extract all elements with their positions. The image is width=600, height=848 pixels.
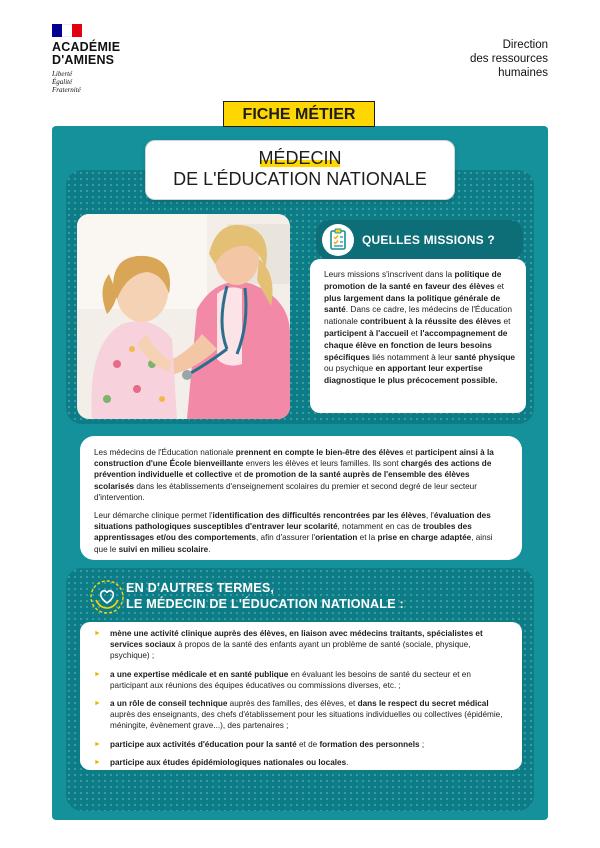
list-item [94,739,508,750]
checklist-clipboard-icon [322,224,354,256]
fiche-metier-badge: FICHE MÉTIER [223,101,375,127]
item-seg: en évaluant les besoins de santé du secteur et en participant aux réunions des équipes éducatives ou commissions diverses, etc. ; [110,669,471,690]
direction-label [470,38,548,80]
logo-line-2: D'AMIENS [52,53,115,67]
item-seg: a un rôle de conseil technique [110,699,228,709]
desc-seg: participent ainsi à la construction d'une École bienveillante [94,448,494,469]
academie-logo [52,24,172,94]
desc-seg: et la [357,533,378,543]
desc-seg: dans les établissements d'enseignement scolaires du premier et second degré de leur secteur d'intervention. [94,481,477,502]
desc-seg: , ainsi que le [94,533,493,554]
missions-seg: en apportant leur expertise diagnostique le plus précocement possible. [324,363,498,386]
missions-seg: l'accompagnement de chaque élève en fonction de leurs besoins spécifiques [324,327,508,362]
desc-seg: et [403,448,416,457]
item-seg: dans le respect du secret médical [357,699,489,709]
item-seg: et de [296,739,320,749]
missions-seg: liés notamment à leur [369,351,455,362]
title-line-1: MÉDECIN [258,148,342,168]
item-seg: formation des personnels [319,739,420,749]
other-terms-title-line-1: EN D'AUTRES TERMES, [126,581,275,595]
description-paragraph-2 [94,510,508,555]
desc-seg: chargés des actions de prévention individuelle et collective [94,459,492,480]
page-title [145,140,455,200]
item-seg: ; [419,739,425,749]
doctor-child-photo [77,214,290,419]
motto-fraternite: Fraternité [52,86,81,94]
missions-seg: participent à l'accueil [324,327,409,338]
title-line-2: DE L'ÉDUCATION NATIONALE [173,169,427,189]
description-paragraph-1 [94,447,508,503]
desc-seg: , afin d'assurer l' [255,533,316,543]
hands-heart-icon [88,578,126,616]
desc-seg: , l' [425,511,434,521]
desc-seg: suivi en milieu scolaire [118,544,209,554]
list-item [94,698,508,732]
item-seg: auprès des familles, des élèves, et [227,699,358,709]
item-seg: à propos de la santé des enfants ayant un problème de santé (sociale, physique, psychique) ; [110,640,471,661]
desc-seg: . [208,544,211,554]
missions-seg: plus largement dans la politique générale de santé [324,292,501,315]
missions-text [310,259,526,413]
item-seg: participe aux études épidémiologiques nationales ou locales [110,757,347,767]
desc-seg: orientation [315,533,358,543]
missions-seg: ou psychique [324,363,376,374]
missions-seg: santé physique [454,351,516,362]
marianne-flag-icon [52,24,82,37]
other-terms-title [126,580,404,612]
list-item [94,757,508,768]
desc-seg: Leur démarche clinique permet l' [94,511,213,521]
desc-seg: et [232,470,244,480]
motto [52,70,172,94]
doctor-child-illustration [77,214,290,419]
item-seg: a une expertise médicale et en santé publique [110,669,289,679]
item-seg: mène une activité clinique auprès des élèves, en liaison avec médecins traitants, spécialistes et services sociaux [110,629,483,650]
item-seg: . [346,757,349,767]
missions-seg: et [501,316,511,327]
missions-seg: politique de promotion de la santé en faveur des élèves [324,269,502,291]
list-item [94,669,508,691]
item-seg: auprès des enseignants, des chefs d'établissement pour les situations individuelles ou collectives (épidémie, méningite, évènement grave...), des partenaires ; [110,710,503,731]
motto-egalite: Égalité [52,78,73,86]
direction-line-1: Direction [502,39,548,51]
desc-seg: troubles des apprentissages et/ou des comportements [94,522,472,543]
missions-seg: et [494,280,504,291]
desc-seg: de promotion de la santé auprès de l'ensemble des élèves scolarisés [94,470,470,491]
list-item [94,628,508,662]
desc-seg: envers les élèves et leurs familles. Ils sont [243,459,401,469]
description-box [80,436,522,560]
direction-line-2: des ressources [470,53,548,65]
desc-seg: prise en charge adaptée [377,533,472,543]
motto-liberte: Liberté [52,70,73,78]
other-terms-header [80,574,522,622]
missions-header [316,220,523,260]
missions-heading: QUELLES MISSIONS ? [362,233,495,247]
desc-seg: évaluation des situations pathologiques susceptibles d'entraver leur scolarité [94,511,491,532]
missions-seg: contribuent à la réussite des élèves [360,316,502,327]
other-terms-title-line-2: LE MÉDECIN DE L'ÉDUCATION NATIONALE : [126,597,404,611]
missions-seg: Leurs missions s'inscrivent dans la [324,269,455,279]
desc-seg: Les médecins de l'Éducation nationale [94,448,236,457]
desc-seg: identification des difficultés rencontrées par les élèves [212,511,426,521]
desc-seg: prennent en compte le bien-être des élèves [235,448,404,457]
missions-seg: et [408,327,421,338]
item-seg: participe aux activités d'éducation pour la santé [110,739,297,749]
other-terms-list [80,622,522,770]
direction-line-3: humaines [498,67,548,79]
missions-seg: . Dans ce cadre, les médecins de l'Éducation nationale [324,304,513,327]
logo-line-1: ACADÉMIE [52,40,121,54]
desc-seg: , notamment en cas de [337,522,424,532]
